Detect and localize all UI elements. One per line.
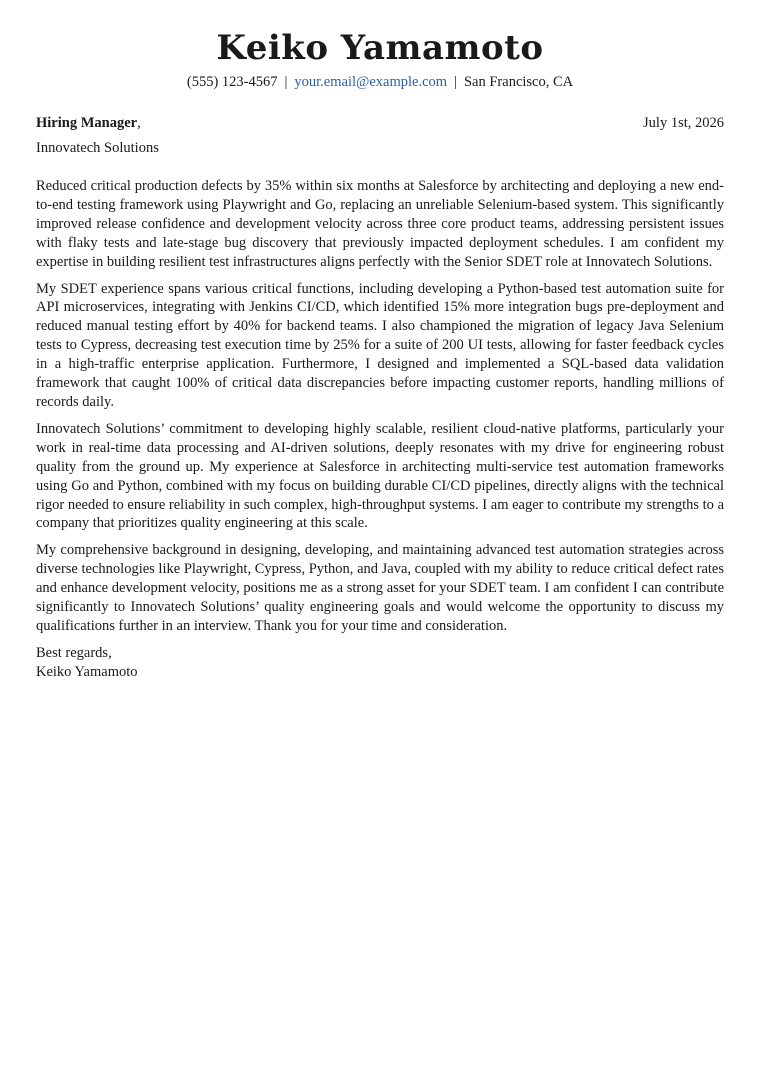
signoff: Best regards,	[36, 644, 112, 661]
contact-separator: |	[454, 74, 457, 90]
company-name: Innovatech Solutions	[36, 140, 159, 156]
body-paragraph: My SDET experience spans various critical functions, including developing a Python-based test automation suite for API microservices, integrating with Jenkins CI/CD, which identified 15% more integration bugs pre-deployment and reduced manual testing effort by 40% for backend teams. I also championed the migration of legacy Java Selenium tests to Cypress, decreasing test execution time by 25% for a suite of 200 UI tests, allowing for faster feedback cycles in a high-traffic enterprise application. Furthermore, I designed and implemented a SQL-based data validation framework that caught 100% of critical data discrepancies before impacting customer reports, handling millions of records daily.	[36, 280, 724, 410]
hiring-manager: Hiring Manager	[36, 115, 138, 131]
letter-closing	[36, 644, 724, 682]
email-link[interactable]: your.email@example.com	[294, 74, 448, 90]
body-paragraph: My comprehensive background in designing, developing, and maintaining advanced test automation strategies across diverse technologies like Playwright, Cypress, Python, and Java, coupled with my ability to reduce critical defect rates and enhance development velocity, positions me as a strong asset for your SDET team. I am confident I can contribute significantly to Innovatech Solutions’ quality engineering goals and would welcome the opportunity to discuss my qualifications further in an interview. Thank you for your time and consideration.	[36, 542, 724, 634]
salutation-comma: ,	[137, 115, 141, 131]
applicant-name: Keiko Yamamoto	[216, 28, 544, 68]
phone-number: (555) 123-4567	[186, 74, 278, 90]
recipient-row	[36, 114, 724, 133]
contact-separator: |	[284, 74, 288, 90]
location: San Francisco, CA	[463, 74, 574, 90]
letter-body	[36, 177, 724, 636]
body-paragraph: Innovatech Solutions’ commitment to developing highly scalable, resilient cloud-native platforms, particularly your work in real-time data processing and AI-driven solutions, deeply resonates with my drive for engineering robust quality from the ground up. My experience at Salesforce in architecting multi-service test automation frameworks using Go and Python, combined with my focus on building durable CI/CD pipelines, directly aligns with the technical rigor needed to ensure reliability in such complex, high-throughput systems. I am eager to contribute my strengths to a company that prioritizes quality engineering at this scale.	[36, 420, 724, 532]
salutation-line	[36, 114, 141, 133]
signature: Keiko Yamamoto	[36, 663, 138, 680]
contact-line	[36, 72, 724, 92]
body-paragraph: Reduced critical production defects by 35% within six months at Salesforce by architecting and deploying a new end-to-end testing framework using Playwright and Go, replacing an unreliable Selenium-based system. This significantly improved release confidence and development velocity across three core product teams, addressing persistent issues with flaky tests and late-stage bug discovery that previously impacted deployment schedules. I am confident my expertise in building resilient test infrastructures aligns perfectly with the Senior SDET role at Innovatech Solutions.	[36, 178, 724, 270]
letter-date: July 1st, 2026	[643, 115, 724, 131]
